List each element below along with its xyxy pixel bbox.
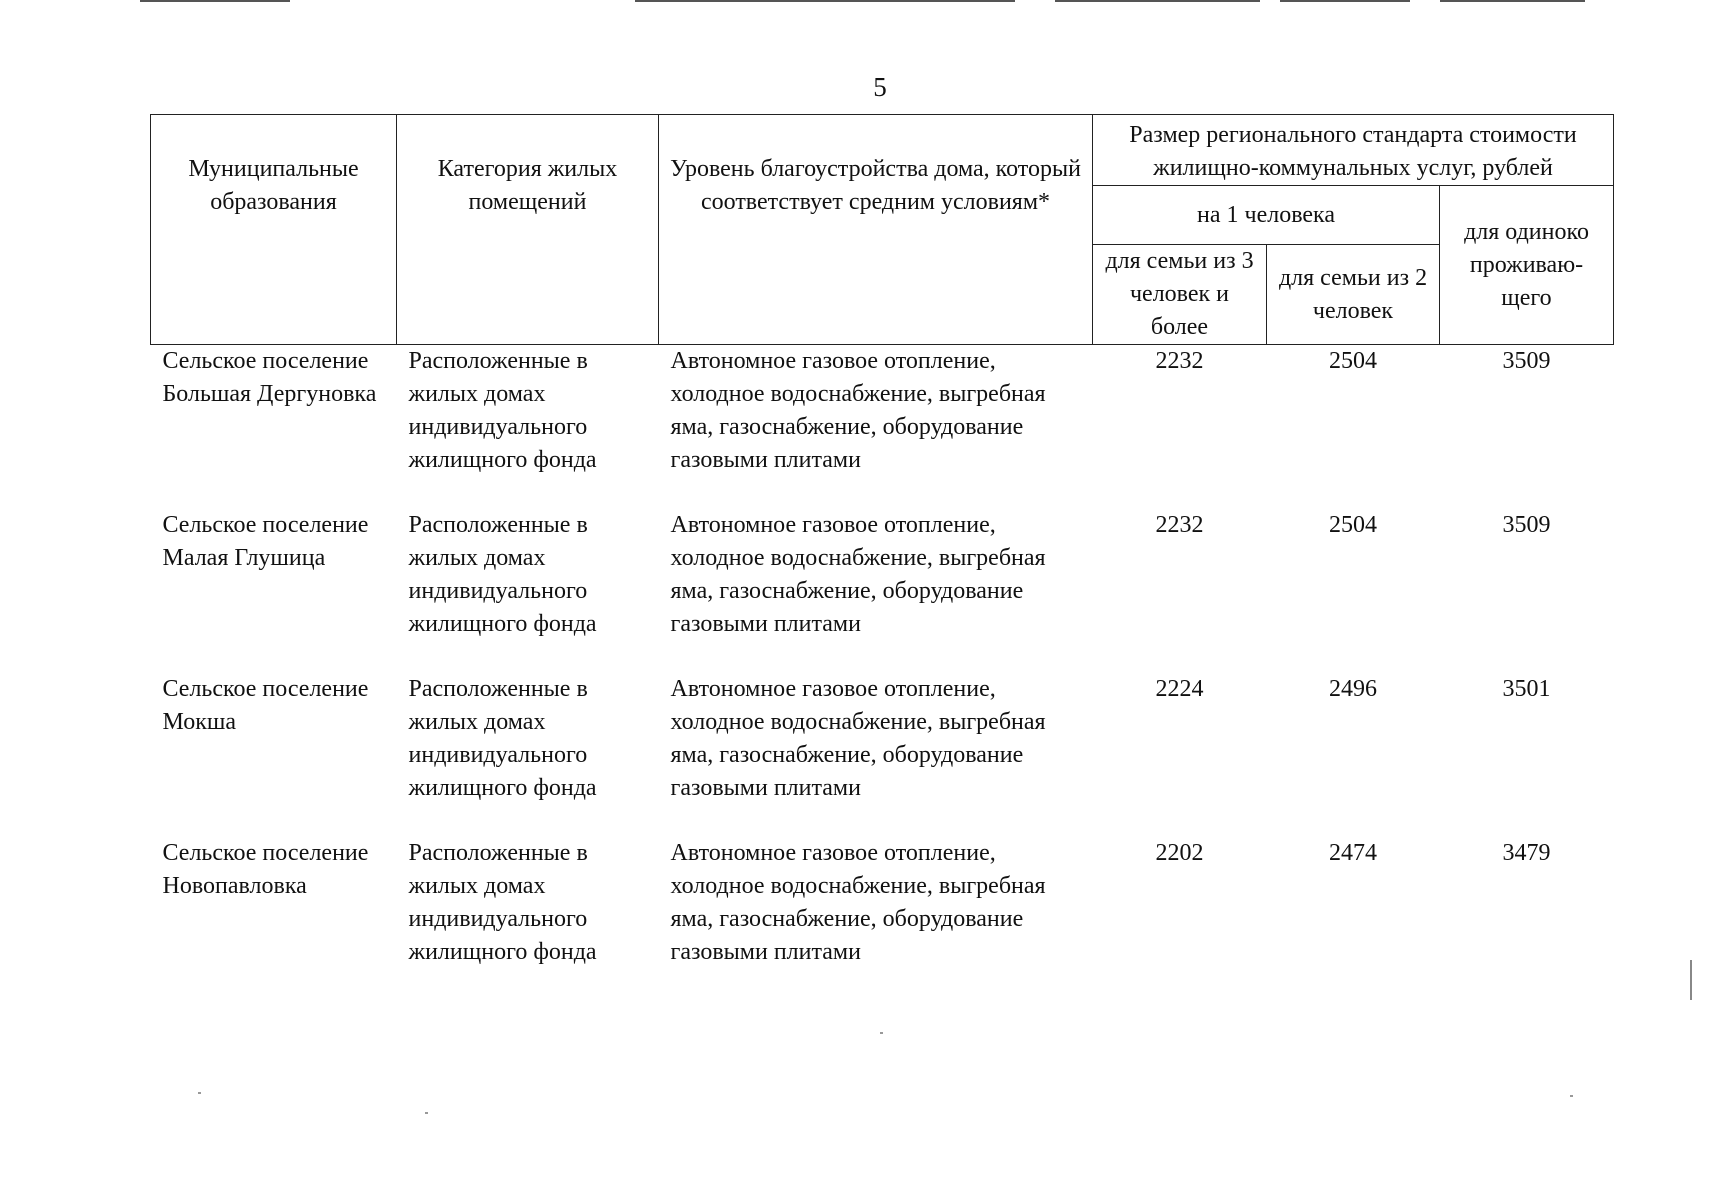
cell-level: Автономное газовое отопление, холодное водоснабжение, выгребная яма, газоснабжение, оборудование газовыми плитами bbox=[670, 511, 1046, 637]
scan-dust bbox=[1690, 960, 1692, 1000]
cell-family-3: 2224 bbox=[1155, 675, 1204, 702]
cell-single: 3509 bbox=[1502, 348, 1551, 374]
cell-category: Расположенные в жилых домах индивидуального жилищного фонда bbox=[408, 675, 597, 801]
page-number: 5 bbox=[873, 72, 887, 102]
cell-level: Автономное газовое отопление, холодное водоснабжение, выгребная яма, газоснабжение, оборудование газовыми плитами bbox=[670, 348, 1046, 473]
cell-category: Расположенные в жилых домах индивидуального жилищного фонда bbox=[408, 839, 597, 965]
header-family-2: для семьи из 2 человек bbox=[1267, 245, 1440, 345]
scan-dust bbox=[1570, 1095, 1573, 1097]
scan-dust bbox=[880, 1032, 883, 1034]
header-standard-size: Размер регионального стандарта стоимости жилищно-коммунальных услуг, рублей bbox=[1093, 115, 1614, 186]
header-level: Уровень благоустройства дома, который соответствует средним условиям* bbox=[659, 115, 1093, 345]
cell-family-3: 2232 bbox=[1155, 348, 1204, 374]
housing-standard-table bbox=[150, 114, 1614, 977]
cell-municipality: Сельское поселение Большая Дергуновка bbox=[162, 348, 377, 407]
table-row bbox=[151, 509, 1614, 673]
cell-category: Расположенные в жилых домах индивидуального жилищного фонда bbox=[408, 348, 597, 473]
header-row-1 bbox=[151, 115, 1614, 186]
cell-single: 3479 bbox=[1502, 839, 1551, 866]
header-single: для одиноко проживаю-щего bbox=[1440, 186, 1614, 345]
scan-dust bbox=[425, 1112, 428, 1114]
cell-municipality: Сельское поселение Малая Глушица bbox=[162, 511, 369, 571]
cell-single: 3509 bbox=[1502, 511, 1551, 538]
cell-level: Автономное газовое отопление, холодное водоснабжение, выгребная яма, газоснабжение, оборудование газовыми плитами bbox=[670, 675, 1046, 801]
cell-municipality: Сельское поселение Мокша bbox=[162, 675, 369, 735]
cell-level: Автономное газовое отопление, холодное водоснабжение, выгребная яма, газоснабжение, оборудование газовыми плитами bbox=[670, 839, 1046, 965]
scan-rule-right-c bbox=[1440, 0, 1585, 2]
table-row bbox=[151, 673, 1614, 837]
cell-municipality: Сельское поселение Новопавловка bbox=[162, 839, 369, 899]
scan-rule-right-b bbox=[1280, 0, 1410, 2]
scan-rule-right-a bbox=[1055, 0, 1260, 2]
cell-family-2: 2474 bbox=[1329, 839, 1377, 866]
table-row bbox=[151, 345, 1614, 509]
scan-dust bbox=[198, 1092, 201, 1094]
scan-rule-center bbox=[635, 0, 1015, 2]
cell-family-2: 2504 bbox=[1329, 511, 1377, 538]
cell-family-3: 2232 bbox=[1155, 511, 1204, 538]
cell-family-3: 2202 bbox=[1155, 839, 1204, 866]
cell-category: Расположенные в жилых домах индивидуального жилищного фонда bbox=[408, 511, 597, 637]
header-family-3: для семьи из 3 человек и более bbox=[1093, 245, 1267, 345]
scan-rule-left bbox=[140, 0, 290, 2]
header-category: Категория жилых помещений bbox=[397, 115, 659, 345]
cell-family-2: 2504 bbox=[1329, 348, 1377, 374]
header-municipalities: Муниципальные образования bbox=[151, 115, 397, 345]
header-per-person: на 1 человека bbox=[1093, 186, 1440, 245]
cell-family-2: 2496 bbox=[1329, 675, 1377, 702]
cell-single: 3501 bbox=[1502, 675, 1551, 702]
table-row bbox=[151, 837, 1614, 977]
